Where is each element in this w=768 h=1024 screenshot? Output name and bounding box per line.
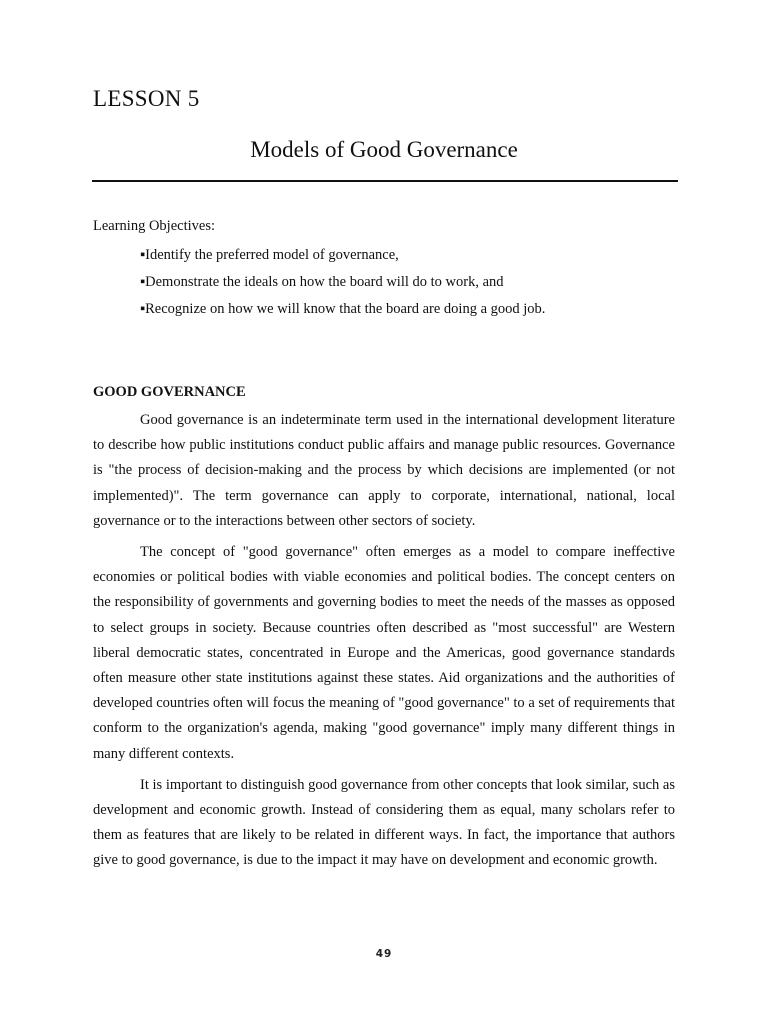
- section-heading: GOOD GOVERNANCE: [93, 384, 246, 400]
- page-title: Models of Good Governance: [250, 137, 518, 162]
- objectives-heading: Learning Objectives:: [93, 218, 215, 234]
- objectives-list: [140, 245, 545, 326]
- section-body: [93, 408, 675, 880]
- body-paragraph: It is important to distinguish good governance from other concepts that look similar, such as development and economic growth. Instead of considering them as equal, many scholars refer to them as features that are likely to be related in different ways. In fact, the importance that authors give to good governance, is due to the impact it may have on development and economic growth.: [93, 776, 675, 869]
- objective-item: ▪Demonstrate the ideals on how the board will do to work, and: [140, 274, 504, 290]
- page-number: 49: [375, 948, 393, 960]
- lesson-label: LESSON 5: [93, 86, 200, 111]
- objective-item: ▪Identify the preferred model of governance,: [140, 247, 399, 263]
- body-paragraph: The concept of "good governance" often emerges as a model to compare ineffective economies or political bodies with viable economies and political bodies. The concept centers on the responsibility of governments and governing bodies to meet the needs of the masses as opposed to select groups in society. Because countries often described as "most successful" are Western liberal democratic states, concentrated in Europe and the Americas, good governance standards often measure other state institutions against these states. Aid organizations and the authorities of developed countries often will focus the meaning of "good governance" to a set of requirements that conform to the organization's agenda, making "good governance" imply many different things in many different contexts.: [93, 544, 675, 762]
- title-divider: [92, 180, 678, 182]
- body-paragraph: Good governance is an indeterminate term used in the international development literature to describe how public institutions conduct public affairs and manage public resources. Governance is "the process of decision-making and the process by which decisions are implemented (or not implemented)". The term governance can apply to corporate, international, national, local governance or to the interactions between other sectors of society.: [93, 412, 675, 529]
- objective-item: ▪Recognize on how we will know that the board are doing a good job.: [140, 301, 546, 317]
